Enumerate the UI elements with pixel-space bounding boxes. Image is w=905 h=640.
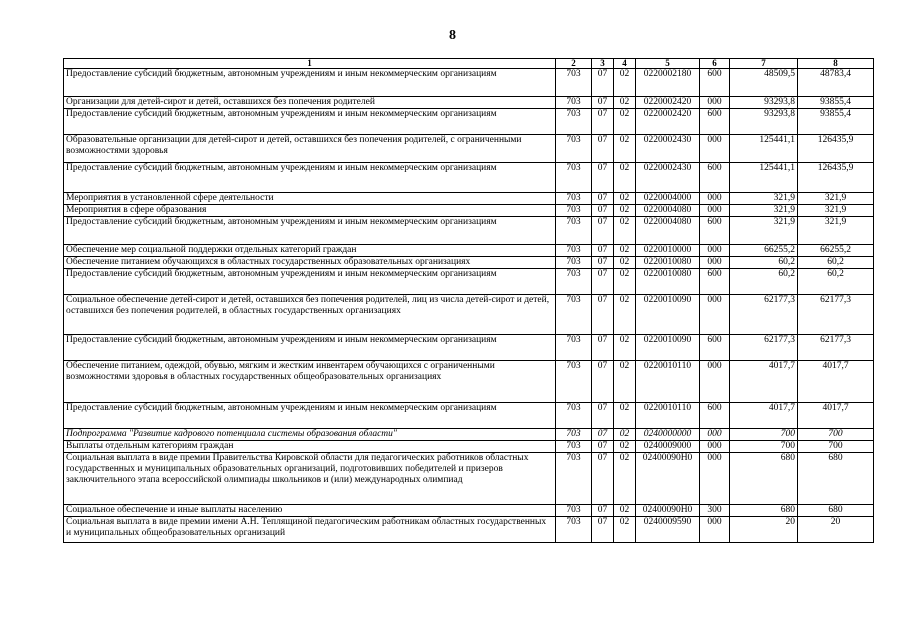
row-col-7: 20 [730,517,798,543]
row-col-6: 600 [700,403,730,429]
table-row [64,69,874,97]
row-col-8: 126435,9 [798,163,874,193]
table-row [64,205,874,217]
table-row [64,97,874,109]
row-col-3: 07 [592,69,614,97]
row-col-2: 703 [556,361,592,403]
row-col-7: 321,9 [730,205,798,217]
row-name: Образовательные организации для детей-сирот и детей, оставшихся без попечения родителей, с ограниченными возможностями здоровья [64,135,556,163]
row-name: Подпрограмма "Развитие кадрового потенциала системы образования области" [64,429,556,441]
row-name: Выплаты отдельным категориям граждан [64,441,556,453]
header-col-4: 4 [614,59,636,69]
row-col-8: 680 [798,453,874,505]
row-col-5: 0220010080 [636,269,700,295]
row-col-8: 93855,4 [798,109,874,135]
row-col-7: 700 [730,441,798,453]
table-header [64,59,874,69]
row-col-6: 000 [700,517,730,543]
row-col-6: 300 [700,505,730,517]
row-col-6: 000 [700,245,730,257]
row-col-6: 000 [700,205,730,217]
table-row [64,403,874,429]
row-name: Предоставление субсидий бюджетным, автономным учреждениям и иным некоммерческим организациям [64,335,556,361]
row-col-2: 703 [556,403,592,429]
table-row [64,109,874,135]
row-col-5: 0220002430 [636,135,700,163]
row-col-4: 02 [614,163,636,193]
row-name: Организации для детей-сирот и детей, оставшихся без попечения родителей [64,97,556,109]
row-col-5: 0220002420 [636,109,700,135]
row-col-5: 0220004080 [636,217,700,245]
row-col-6: 000 [700,453,730,505]
table-row [64,217,874,245]
row-col-7: 125441,1 [730,163,798,193]
row-col-7: 4017,7 [730,403,798,429]
row-name: Мероприятия в установленной сфере деятельности [64,193,556,205]
row-col-6: 000 [700,295,730,335]
row-col-2: 703 [556,453,592,505]
table-row [64,245,874,257]
row-name: Мероприятия в сфере образования [64,205,556,217]
row-col-5: 02400090Н0 [636,505,700,517]
row-col-8: 48783,4 [798,69,874,97]
row-col-3: 07 [592,335,614,361]
table-row [64,441,874,453]
row-col-8: 126435,9 [798,135,874,163]
row-col-4: 02 [614,295,636,335]
header-col-7: 7 [730,59,798,69]
row-col-3: 07 [592,505,614,517]
row-col-3: 07 [592,361,614,403]
row-col-7: 680 [730,453,798,505]
row-col-3: 07 [592,517,614,543]
row-col-2: 703 [556,257,592,269]
row-col-3: 07 [592,441,614,453]
row-col-2: 703 [556,505,592,517]
row-col-3: 07 [592,109,614,135]
header-col-3: 3 [592,59,614,69]
table-row [64,429,874,441]
row-col-4: 02 [614,441,636,453]
row-name: Обеспечение мер социальной поддержки отдельных категорий граждан [64,245,556,257]
row-col-7: 60,2 [730,269,798,295]
row-col-3: 07 [592,429,614,441]
row-col-8: 66255,2 [798,245,874,257]
row-col-8: 93855,4 [798,97,874,109]
row-col-6: 000 [700,135,730,163]
row-col-8: 4017,7 [798,361,874,403]
row-name: Предоставление субсидий бюджетным, автономным учреждениям и иным некоммерческим организациям [64,217,556,245]
row-col-4: 02 [614,135,636,163]
table-row [64,453,874,505]
row-col-2: 703 [556,97,592,109]
row-col-7: 125441,1 [730,135,798,163]
table-row [64,295,874,335]
row-col-4: 02 [614,205,636,217]
row-col-8: 62177,3 [798,295,874,335]
row-col-4: 02 [614,257,636,269]
row-col-6: 600 [700,69,730,97]
table-body [64,69,874,543]
row-col-5: 0220004080 [636,205,700,217]
row-col-2: 703 [556,269,592,295]
row-col-6: 600 [700,109,730,135]
row-col-5: 0220010110 [636,361,700,403]
row-col-7: 321,9 [730,217,798,245]
row-col-2: 703 [556,441,592,453]
row-name: Обеспечение питанием, одеждой, обувью, мягким и жестким инвентарем обучающихся с ограниченными возможностями здоровья в областных государственных общеобразовательных организациях [64,361,556,403]
row-col-8: 321,9 [798,217,874,245]
header-col-5: 5 [636,59,700,69]
row-col-2: 703 [556,205,592,217]
row-col-5: 0220010090 [636,335,700,361]
row-col-8: 60,2 [798,257,874,269]
row-col-2: 703 [556,217,592,245]
row-col-5: 02400090Н0 [636,453,700,505]
table-row [64,361,874,403]
row-col-6: 000 [700,257,730,269]
row-col-3: 07 [592,97,614,109]
row-col-2: 703 [556,335,592,361]
page-number: 8 [449,28,456,43]
row-col-5: 0220010090 [636,295,700,335]
row-col-2: 703 [556,135,592,163]
row-name: Предоставление субсидий бюджетным, автономным учреждениям и иным некоммерческим организациям [64,163,556,193]
row-name: Обеспечение питанием обучающихся в областных государственных образовательных организациях [64,257,556,269]
row-col-7: 60,2 [730,257,798,269]
table-row [64,135,874,163]
header-col-1: 1 [64,59,556,69]
row-col-8: 20 [798,517,874,543]
row-col-2: 703 [556,245,592,257]
row-col-7: 62177,3 [730,335,798,361]
row-name: Предоставление субсидий бюджетным, автономным учреждениям и иным некоммерческим организациям [64,269,556,295]
row-col-3: 07 [592,217,614,245]
row-col-7: 93293,8 [730,97,798,109]
row-col-6: 000 [700,429,730,441]
header-col-6: 6 [700,59,730,69]
row-col-3: 07 [592,193,614,205]
header-col-2: 2 [556,59,592,69]
row-col-2: 703 [556,295,592,335]
row-col-8: 60,2 [798,269,874,295]
table-row [64,335,874,361]
row-col-6: 000 [700,361,730,403]
row-col-2: 703 [556,69,592,97]
table-row [64,193,874,205]
row-col-6: 600 [700,217,730,245]
table-row [64,163,874,193]
row-col-4: 02 [614,335,636,361]
row-col-3: 07 [592,135,614,163]
row-col-5: 0220002180 [636,69,700,97]
row-col-3: 07 [592,403,614,429]
row-col-6: 000 [700,193,730,205]
row-name: Социальная выплата в виде премии Правительства Кировской области для педагогических работников областных государственных и муниципальных образовательных организаций, подготовивших победителей и призеров заключительного этапа всероссийской олимпиады школьников и (или) международных олимпиад [64,453,556,505]
row-col-5: 0220010000 [636,245,700,257]
row-col-7: 66255,2 [730,245,798,257]
row-col-5: 0240009000 [636,441,700,453]
row-col-8: 680 [798,505,874,517]
row-col-4: 02 [614,269,636,295]
row-col-4: 02 [614,193,636,205]
row-col-3: 07 [592,295,614,335]
row-col-2: 703 [556,517,592,543]
row-col-3: 07 [592,163,614,193]
row-name: Социальное обеспечение детей-сирот и детей, оставшихся без попечения родителей, лиц из числа детей-сирот и детей, оставшихся без попечения родителей, в областных государственных организациях [64,295,556,335]
row-col-6: 600 [700,335,730,361]
table-row [64,257,874,269]
row-col-7: 48509,5 [730,69,798,97]
row-col-8: 700 [798,429,874,441]
row-col-8: 62177,3 [798,335,874,361]
row-col-3: 07 [592,453,614,505]
row-col-6: 600 [700,269,730,295]
row-col-6: 600 [700,163,730,193]
row-col-4: 02 [614,361,636,403]
row-col-5: 0220002420 [636,97,700,109]
row-col-7: 4017,7 [730,361,798,403]
row-name: Предоставление субсидий бюджетным, автономным учреждениям и иным некоммерческим организациям [64,403,556,429]
row-col-3: 07 [592,269,614,295]
row-col-4: 02 [614,217,636,245]
row-col-4: 02 [614,517,636,543]
budget-table [63,58,874,543]
row-col-3: 07 [592,257,614,269]
row-col-5: 0220002430 [636,163,700,193]
row-col-4: 02 [614,97,636,109]
row-col-2: 703 [556,193,592,205]
row-col-5: 0240000000 [636,429,700,441]
row-col-4: 02 [614,403,636,429]
row-col-3: 07 [592,245,614,257]
row-col-7: 700 [730,429,798,441]
row-col-2: 703 [556,429,592,441]
row-col-4: 02 [614,505,636,517]
row-col-8: 700 [798,441,874,453]
row-col-2: 703 [556,109,592,135]
row-col-4: 02 [614,245,636,257]
row-col-2: 703 [556,163,592,193]
table-row [64,517,874,543]
row-col-6: 000 [700,441,730,453]
row-col-7: 93293,8 [730,109,798,135]
row-col-7: 62177,3 [730,295,798,335]
row-col-4: 02 [614,453,636,505]
row-name: Предоставление субсидий бюджетным, автономным учреждениям и иным некоммерческим организациям [64,109,556,135]
row-col-5: 0220004000 [636,193,700,205]
table-row [64,269,874,295]
row-name: Социальная выплата в виде премии имени А.Н. Теплящиной педагогическим работникам областных государственных и муниципальных общеобразовательных организаций [64,517,556,543]
row-col-6: 000 [700,97,730,109]
row-col-4: 02 [614,109,636,135]
row-col-8: 4017,7 [798,403,874,429]
row-col-7: 680 [730,505,798,517]
row-col-5: 0220010110 [636,403,700,429]
row-name: Предоставление субсидий бюджетным, автономным учреждениям и иным некоммерческим организациям [64,69,556,97]
row-col-5: 0240009590 [636,517,700,543]
row-col-8: 321,9 [798,193,874,205]
row-col-8: 321,9 [798,205,874,217]
row-col-4: 02 [614,69,636,97]
row-col-3: 07 [592,205,614,217]
table-row [64,505,874,517]
row-col-4: 02 [614,429,636,441]
row-col-7: 321,9 [730,193,798,205]
header-col-8: 8 [798,59,874,69]
row-col-5: 0220010080 [636,257,700,269]
row-name: Социальное обеспечение и иные выплаты населению [64,505,556,517]
